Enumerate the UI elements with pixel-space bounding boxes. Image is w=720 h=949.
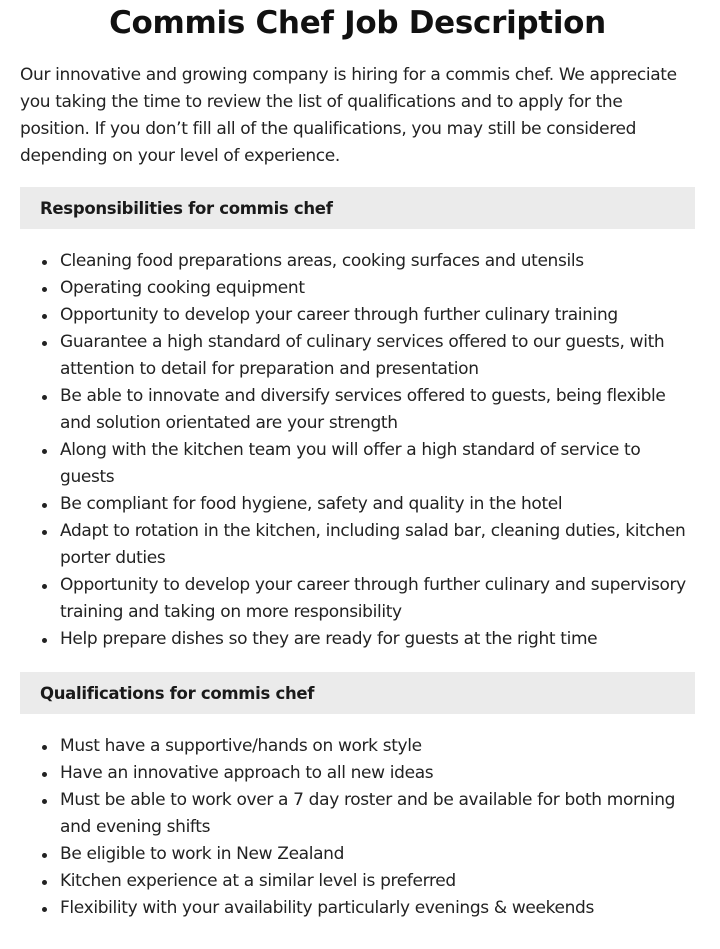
list-item: Help prepare dishes so they are ready for guests at the right time [60, 626, 695, 653]
list-item: Be eligible to work in New Zealand [60, 841, 695, 868]
list-item: Must be able to work over a 7 day roster and be available for both morning and evening shifts [60, 787, 695, 841]
qualifications-heading: Qualifications for commis chef [20, 672, 695, 714]
list-item: Opportunity to develop your career through further culinary training [60, 302, 695, 329]
list-item: Guarantee a high standard of culinary services offered to our guests, with attention to detail for preparation and presentation [60, 329, 695, 383]
page-title: Commis Chef Job Description [109, 5, 606, 41]
qualifications-list [20, 733, 695, 922]
list-item: Along with the kitchen team you will offer a high standard of service to guests [60, 437, 695, 491]
list-item: Must have a supportive/hands on work style [60, 733, 695, 760]
list-item: Cleaning food preparations areas, cooking surfaces and utensils [60, 248, 695, 275]
list-item: Be compliant for food hygiene, safety and quality in the hotel [60, 491, 695, 518]
list-item: Have an innovative approach to all new ideas [60, 760, 695, 787]
list-item: Operating cooking equipment [60, 275, 695, 302]
list-item: Opportunity to develop your career through further culinary and supervisory training and taking on more responsibility [60, 572, 695, 626]
list-item: Be able to innovate and diversify services offered to guests, being flexible and solution orientated are your strength [60, 383, 695, 437]
responsibilities-list [20, 248, 695, 653]
list-item: Flexibility with your availability particularly evenings & weekends [60, 895, 695, 922]
list-item: Kitchen experience at a similar level is preferred [60, 868, 695, 895]
list-item: Adapt to rotation in the kitchen, including salad bar, cleaning duties, kitchen porter duties [60, 518, 695, 572]
intro-paragraph: Our innovative and growing company is hiring for a commis chef. We appreciate you taking the time to review the list of qualifications and to apply for the position. If you don’t fill all of the qualifications, you may still be considered depending on your level of experience. [20, 65, 677, 166]
responsibilities-heading: Responsibilities for commis chef [20, 187, 695, 229]
